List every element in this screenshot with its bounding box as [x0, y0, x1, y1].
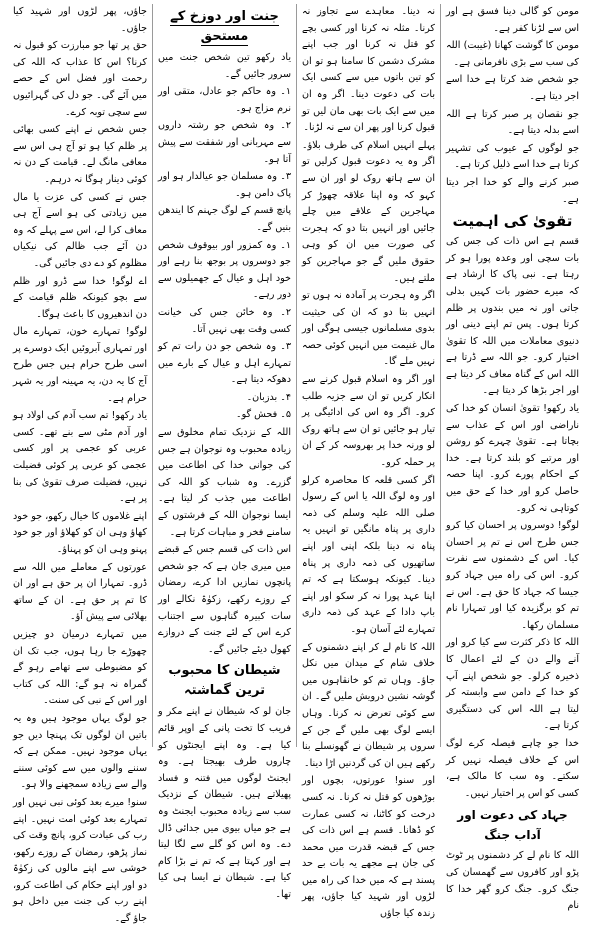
list-item: ۲۔ وہ خائن جس کی خیانت کسی وقت بھی نہیں آتا۔: [158, 306, 291, 335]
paragraph: اے لوگو! خدا سے ڈرو اور ظلم سے بچو کیونکہ ظلم قیامت کے دن اندھیروں کا باعث ہوگا۔: [13, 275, 147, 320]
column-2: [296, 4, 440, 920]
column-3: [152, 4, 296, 900]
column-4: [8, 4, 152, 925]
paragraph: یاد رکھو! تقویٰ انسان کو خدا کی ناراضی اور اس کے عذاب سے بچاتا ہے۔ تقویٰ چہرے کو روشن اور مرتبے کو بلند کرتا ہے۔ خدا کے احکام پورے کرو۔ اپنا حصہ حاصل کرو اور خدا کے حق میں کوتاہی نہ کرو۔: [446, 403, 579, 514]
section-heading-jihad: جہاد کی دعوت اور آداب جنگ: [457, 808, 568, 843]
paragraph: سنو! میرے بعد کوئی نبی نہیں اور تمہارے بعد کوئی امت نہیں۔ اپنے رب کی عبادت کرو، پانچ وقت کی نماز پڑھو، رمضان کے روزے رکھو، خوشی سے اپنے مالوں کی زکوٰۃ دو اور اپنے حکام کی اطاعت کرو، اپنے رب کی جنت میں داخل ہو جاؤ گے۔: [13, 796, 147, 925]
paragraph: جان لو کہ شیطان نے اپنے مکر و فریب کا تخت پانی کے اوپر قائم کیا ہے۔ وہ اپنے ایجنٹوں کو چاروں طرف بھیجتا ہے۔ وہ ایجنٹ لوگوں میں فتنہ و فساد پھیلاتے ہیں۔ شیطان کے نزدیک سب سے زیادہ محبوب ایجنٹ وہ ہے جو میاں بیوی میں جدائی ڈال دے۔ وہ اس کو گلے سے لگا لیتا ہے اور کہتا ہے کہ تم نے بڑا کام کیا ہے۔ شیطان نے ایسا ہی کیا تھا۔: [158, 706, 291, 900]
paragraph: خدا جو چاہے فیصلہ کرے لوگ اس کے خلاف فیصلہ نہیں کر سکتے۔ وہ سب کا مالک ہے، کسی کو اس پر اختیار نہیں۔: [446, 737, 579, 799]
list-item: ۳۔ وہ مسلمان جو عیالدار ہو اور پاک دامن ہو۔: [158, 171, 291, 199]
paragraph: لوگو! دوسروں پر احسان کیا کرو جس طرح اس نے تم پر احسان کیا۔ اس کے دشمنوں سے نفرت کرو۔ اس کی راہ میں جہاد کرو جیسا کہ جہاد کا حق ہے۔ اس نے تم کو برگزیدہ کیا اور تمہارا نام مسلمان رکھا۔: [446, 520, 579, 631]
paragraph: پہلے انہیں اسلام کی طرف بلاؤ۔ اگر وہ یہ دعوت قبول کرلیں تو ان سے ہاتھ روک لو اور ان سے کہو کہ وہ اپنا علاقہ چھوڑ کر مہاجرین کے علاقے میں چلے جائیں اور انہیں بتا دو کہ ہجرت کی صورت میں ان کو وہی حقوق ملیں گے جو مہاجرین کو ملتے ہیں۔: [302, 139, 435, 284]
paragraph: اگر کسی قلعہ کا محاصرہ کرلو اور وہ لوگ اللہ یا اس کے رسول صلی اللہ علیہ وسلم کی ذمہ داری پر پناہ مانگیں تو انہیں یہ پناہ نہ دینا بلکہ اپنی اور اپنے ساتھیوں کی ذمہ داری پر پناہ دینا۔ کیونکہ ہوسکتا ہے کہ تم اپنا عہد پورا نہ کر سکو اور اپنے باپ دادا کے عہد کی ذمہ داری تمہارے لئے آسان ہو۔: [302, 474, 435, 635]
paragraph: نہ دینا۔ معاہدے سے تجاوز نہ کرنا۔ مثلہ نہ کرنا اور کسی بچے کو قتل نہ کرنا اور جب اپنے مشرک دشمن کا سامنا ہو تو ان کو تین باتوں میں سے کسی ایک بات کی دعوت دینا۔ اگر وہ ان میں سے ایک بات بھی مان لیں تو قبول کرنا اور پھر ان سے نہ لڑنا۔: [302, 6, 435, 134]
paragraph: اگر وہ ہجرت پر آمادہ نہ ہوں تو انہیں بتا دو کہ ان کی حیثیت بدوی مسلمانوں جیسی ہوگی اور مال غنیمت میں انہیں کوئی حصہ نہیں ملے گا۔: [302, 290, 435, 368]
paragraph: حق پر تھا جو مبارزت کو قبول نہ کرنا؟ اس کا عذاب کہ اللہ کی رحمت اور فضل اس کے حصے میں آئے گی۔ جو دل کی گہرائیوں سے سچی توبہ کرے۔: [13, 40, 147, 118]
paragraph: اور اگر وہ اسلام قبول کرنے سے انکار کریں تو ان سے جزیہ طلب کرو۔ اگر وہ اس کی ادائیگی پر تیار ہو جائیں تو ان سے ہاتھ روک لو ورنہ خدا پر بھروسہ کر کے ان پر حملہ کرو۔: [302, 374, 435, 469]
paragraph: اپنے غلاموں کا خیال رکھو، جو خود کھاؤ وہی ان کو کھلاؤ اور جو خود پہنو وہی ان کو پہناؤ۔: [13, 510, 147, 555]
paragraph: جو نقصان پر صبر کرتا ہے اللہ اسے بدلہ دیتا ہے۔: [446, 108, 579, 137]
paragraph: یاد رکھو! تم سب آدم کی اولاد ہو اور آدم مٹی سے بنے تھے۔ کسی عربی کو عجمی پر اور کسی عجمی کو عربی پر کوئی فضیلت نہیں، فضیلت صرف تقویٰ کی بنا پر ہے۔: [13, 410, 147, 505]
paragraph: مومن کو گالی دینا فسق ہے اور اس سے لڑنا کفر ہے۔: [446, 6, 579, 34]
list-item: ۵۔ فحش گو۔: [235, 409, 291, 421]
section-heading-shaitan: شیطان کا محبوب ترین گماشتہ: [168, 663, 281, 699]
paragraph: یاد رکھو تین شخص جنت میں سرور جائیں گے۔: [158, 52, 291, 80]
list-item: ۴۔ بدزبان۔: [246, 391, 291, 403]
article-columns: [6, 4, 584, 925]
paragraph: مومن کا گوشت کھانا (غیبت) اللہ کی سب سے بڑی نافرمانی ہے۔: [446, 40, 579, 68]
section-heading-taqwa: تقویٰ کی اہمیت: [452, 212, 573, 231]
paragraph: لوگو! تمہارے خون، تمہارے مال اور تمہاری آبروئیں ایک دوسرے پر اسی طرح حرام ہیں جس طرح آج کا یہ دن، یہ مہینہ اور یہ شہر حرام ہے۔: [13, 326, 147, 404]
paragraph: جو لوگ یہاں موجود ہیں وہ یہ باتیں ان لوگوں تک پہنچا دیں جو یہاں موجود نہیں۔ ممکن ہے کہ سننے والوں میں سے کوئی سننے والے سے زیادہ سمجھنے والا ہو۔: [13, 712, 147, 791]
paragraph: عورتوں کے معاملے میں اللہ سے ڈرو۔ تمہارا ان پر حق ہے اور ان کا تم پر حق ہے۔ ان کے ساتھ بھلائی سے پیش آؤ۔: [13, 561, 147, 623]
list-item: ۲۔ وہ شخص جو رشتہ داروں سے مہربانی اور شفقت سے پیش آتا ہو۔: [158, 120, 291, 165]
paragraph: جو شخص ضد کرتا ہے خدا اسے اجر دیتا ہے۔: [446, 74, 579, 102]
paragraph: میں تمہارے درمیان دو چیزیں چھوڑے جا رہا ہوں، جب تک ان کو مضبوطی سے تھامے رہو گے گمراہ نہ ہو گے: اللہ کی کتاب اور اس کے نبی کی سنت۔: [13, 628, 147, 707]
column-1: [440, 4, 584, 912]
paragraph: جس نے کسی کی عزت یا مال میں زیادتی کی ہو اسے آج ہی معاف کرا لے، اس سے پہلے کہ وہ دن آئے جب ظالم کی نیکیاں مظلوم کو دے دی جائیں گی۔: [13, 191, 147, 269]
list-item: ۱۔ وہ حاکم جو عادل، متقی اور نرم مزاج ہو۔: [158, 86, 291, 114]
paragraph: اللہ کا نام لے کر اپنے دشمنوں کے خلاف شام کے میدان میں نکل جاؤ۔ وہاں تم کو خانقاہوں میں گوشہ نشین درویش ملیں گے۔ ان سے کوئی تعرض نہ کرنا۔ وہاں ایسے لوگ بھی ملیں گے جن کے سروں پر شیطان نے گھونسلے بنا رکھے ہیں ان کی گردنیں اڑا دینا۔: [302, 641, 435, 769]
paragraph: جاؤں، پھر لڑوں اور شہید کیا جاؤں۔: [13, 6, 147, 34]
paragraph: اس ذات کی قسم جس کے قبضے میں میری جان ہے کہ جو شخص پانچوں نمازیں ادا کرے، رمضان کے روزے رکھے، زکوٰۃ نکالے اور سات کبیرہ گناہوں سے اجتناب کرے اس کے لئے جنت کے دروازے کھول دیئے جائیں گے۔: [158, 544, 291, 655]
heading-text: جنت اور دوزخ کے مستحق: [170, 9, 279, 44]
list-item: ۱۔ وہ کمزور اور بیوقوف شخص جو دوسروں پر بوجھ بنا رہے اور خود اہل و عیال کے جھمیلوں سے دور رہے۔: [158, 239, 291, 301]
paragraph: قسم ہے اس ذات کی جس کی بات سچی اور وعدہ پورا ہو کر رہتا ہے۔ نبی پاک کا ارشاد ہے کہ میرے حضور بات کہیں بدلی جاتی اور نہ میں بندوں پر ظلم کرتا ہوں۔ پس تم اپنے دینی اور دنیوی معاملات میں اللہ کا تقویٰ اختیار کرو۔ جو اللہ سے ڈرتا ہے اللہ اس کے گناہ معاف کر دیتا ہے اور اجر بڑھا کر دیتا ہے۔: [446, 236, 579, 397]
paragraph: اللہ کے نزدیک تمام مخلوق سے زیادہ محبوب وہ نوجوان ہے جس کی جوانی خدا کی اطاعت میں گزرے۔ وہ شباب کو اللہ کی اطاعت میں جذب کر لیتا ہے۔ ایسا نوجوان اللہ کے فرشتوں کے سامنے فخر و مباہات کرتا ہے۔: [158, 427, 291, 538]
paragraph: اللہ کا نام لے کر دشمنوں پر ٹوٹ پڑو اور کافروں سے گھمسان کی جنگ کرو۔ جنگ کرو گھر خدا کا نام: [446, 850, 579, 912]
list-item: ۳۔ وہ شخص جو دن رات تم کو تمہارے اہل و عیال کے بارے میں دھوکہ دیتا ہے۔: [158, 341, 291, 386]
paragraph: جس شخص نے اپنے کسی بھائی پر ظلم کیا ہو تو آج ہی اس سے معافی مانگ لے۔ قیامت کے دن نہ کوئی دینار ہوگا نہ درہم۔: [13, 124, 147, 185]
section-heading-jannat: [158, 7, 291, 47]
paragraph: جو لوگوں کے عیوب کی تشہیر کرتا ہے خدا اسے ذلیل کرتا ہے۔: [446, 142, 579, 171]
paragraph: پانچ قسم کے لوگ جہنم کا ایندھن بنیں گے۔: [158, 205, 291, 233]
paragraph: اور سنو! عورتوں، بچوں اور بوڑھوں کو قتل نہ کرنا۔ نہ کسی درخت کو کاٹنا، نہ کسی عمارت کو ڈھانا۔ قسم ہے اس ذات کی جس کے قبضہ قدرت میں محمد کی جان ہے مجھے یہ بات بے حد پسند ہے کہ میں خدا کی راہ میں لڑوں اور شہید کیا جاؤں، پھر زندہ کیا جاؤں: [302, 775, 435, 920]
paragraph: اللہ کا ذکر کثرت سے کیا کرو اور آنے والے دن کے لئے اعمال کا ذخیرہ کرلو۔ جو شخص اپنے آپ کو خدا کے دامن سے وابستہ کر لیتا ہے اللہ اس کی دستگیری کرتا ہے۔: [446, 637, 579, 732]
paragraph: صبر کرنے والے کو خدا اجر دیتا ہے۔: [446, 176, 579, 205]
